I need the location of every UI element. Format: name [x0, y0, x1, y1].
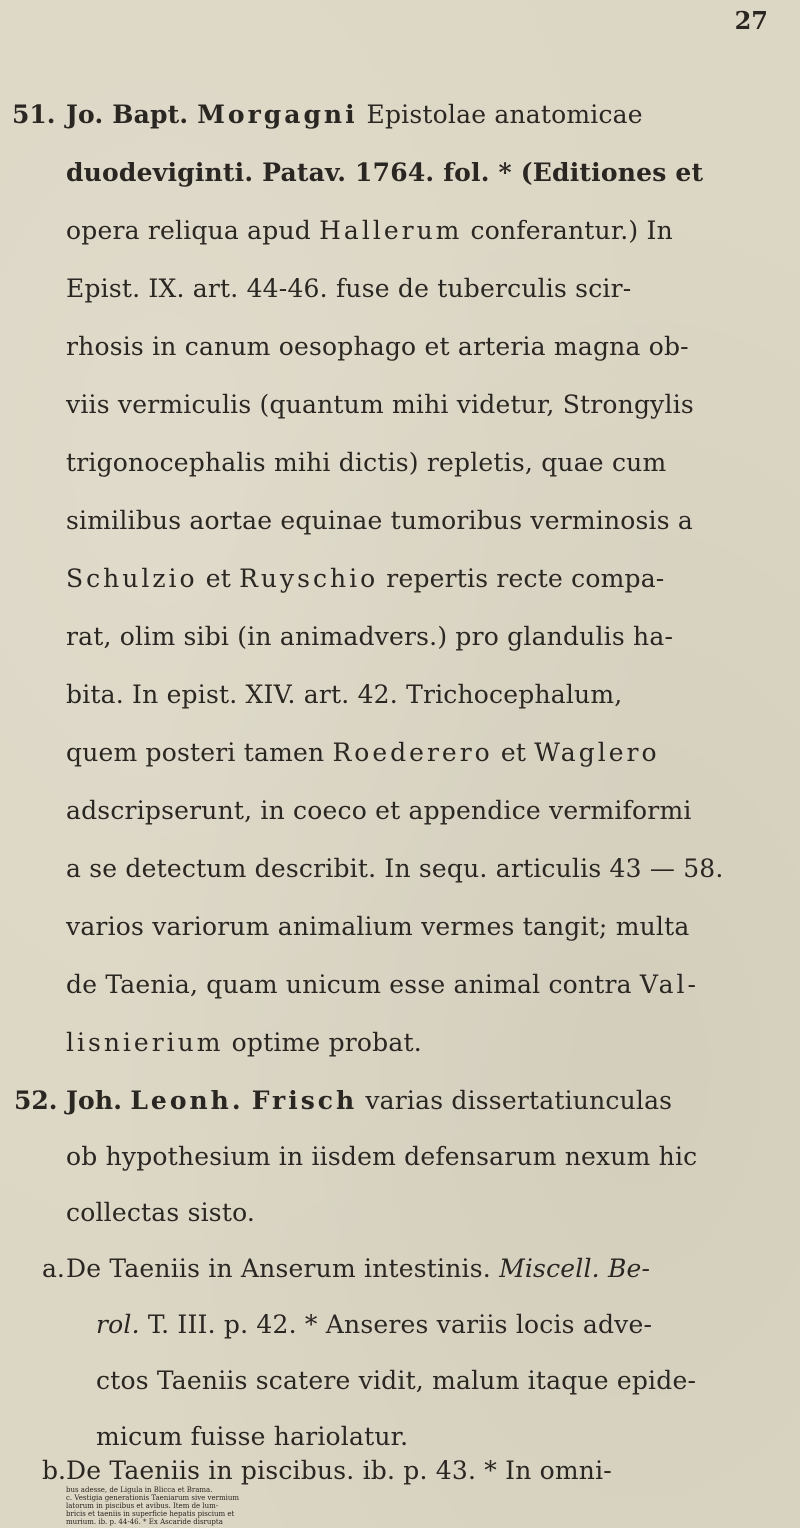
author-name: Morgagni [197, 100, 358, 129]
person-name: Schulzio [66, 564, 198, 593]
entry-51-line-10: rat, olim sibi (in animadvers.) pro glandulis ha- [66, 622, 674, 651]
person-name: Val- [639, 970, 699, 999]
sub-item-a-line-3: ctos Taeniis scatere vidit, malum itaque epide- [96, 1366, 697, 1395]
text-segment: et [500, 738, 527, 767]
sub-item-c-line-2: latorum in piscibus et avibus. Item de lum- [66, 1502, 219, 1510]
entry-51-line-12 [66, 738, 660, 768]
entry-51-line-5: rhosis in canum oesophago et arteria magna ob- [66, 332, 689, 361]
sub-item-b-line-1: De Taeniis in piscibus. ib. p. 43. * In omni- [66, 1456, 612, 1485]
sub-item-a-line-1 [66, 1254, 650, 1284]
text-segment: conferantur.) In [470, 216, 673, 245]
entry-52-line-2: ob hypothesium in iisdem defensarum nexum hic [66, 1142, 698, 1171]
sub-item-a-line-4: micum fuisse hariolatur. [96, 1422, 409, 1451]
sub-item-label-a: a. [42, 1254, 65, 1283]
person-name: lisnierium [66, 1028, 224, 1057]
author-initials: Leonh. [130, 1086, 244, 1115]
text-segment: De Taeniis in Anserum intestinis. [66, 1254, 491, 1283]
citation: rol. [96, 1310, 140, 1339]
person-name: Waglero [534, 738, 660, 767]
work-title: Epistolae anatomicae [366, 100, 643, 129]
entry-51-line-3 [66, 216, 673, 246]
text-segment: opera reliqua apud [66, 216, 311, 245]
entry-51-line-9 [66, 564, 664, 594]
person-name: Hallerum [319, 216, 463, 245]
sub-item-c-line-1: c. Vestigia generationis Taeniarum sive vermium [66, 1494, 240, 1502]
sub-items-continuation [66, 1486, 786, 1526]
entry-51-line-2: duodeviginti. Patav. 1764. fol. * (Editiones et [66, 158, 704, 187]
sub-item-label-b: b. [42, 1456, 66, 1485]
sub-item-c-line-3: bricis et taeniis in superficie hepatis piscium et [66, 1510, 235, 1518]
entry-51-line-4: Epist. IX. art. 44-46. fuse de tuberculis scir- [66, 274, 632, 303]
text-segment: repertis recte compa- [386, 564, 665, 593]
entry-52-line-3: collectas sisto. [66, 1198, 256, 1227]
author-initials: Jo. Bapt. [66, 100, 189, 129]
entry-51-line-15: varios variorum animalium vermes tangit; multa [66, 912, 690, 941]
author-initials: Joh. [66, 1086, 123, 1115]
sub-item-b-line-2: bus adesse, de Ligula in Blicca et Brama. [66, 1486, 213, 1494]
text-segment: optime probat. [231, 1028, 422, 1057]
person-name: Roederero [332, 738, 493, 767]
person-name: Ruyschio [239, 564, 379, 593]
author-name: Frisch [251, 1086, 358, 1115]
text-segment: varias dissertatiunculas [365, 1086, 673, 1115]
citation: Miscell. Be- [499, 1254, 651, 1283]
entry-number-51: 51. [12, 100, 56, 129]
entry-51-line-14: a se detectum describit. In sequ. articulis 43 — 58. [66, 854, 724, 883]
page-number: 27 [734, 6, 768, 35]
entry-51-line-16 [66, 970, 699, 1000]
text-segment: quem posteri tamen [66, 738, 325, 767]
entry-51-line-1 [66, 100, 643, 130]
entry-51-line-17 [66, 1028, 422, 1058]
text-segment: et [205, 564, 231, 593]
entry-51-line-8: similibus aortae equinae tumoribus verminosis a [66, 506, 694, 535]
entry-51-line-11: bita. In epist. XIV. art. 42. Trichocephalum, [66, 680, 623, 709]
entry-51-line-7: trigonocephalis mihi dictis) repletis, quae cum [66, 448, 667, 477]
entry-number-52: 52. [14, 1086, 58, 1115]
text-segment: T. III. p. 42. * Anseres variis locis adve- [147, 1310, 653, 1339]
entry-52-line-1 [66, 1086, 672, 1116]
text-segment: de Taenia, quam unicum esse animal contra [66, 970, 632, 999]
entry-51-line-13: adscripserunt, in coeco et appendice vermiformi [66, 796, 692, 825]
entry-51-line-6: viis vermiculis (quantum mihi videtur, Strongylis [66, 390, 694, 419]
sub-item-c-line-4: murium. ib. p. 44-46. * Ex Ascaride disrupta [66, 1518, 223, 1526]
sub-item-a-line-2 [96, 1310, 652, 1340]
